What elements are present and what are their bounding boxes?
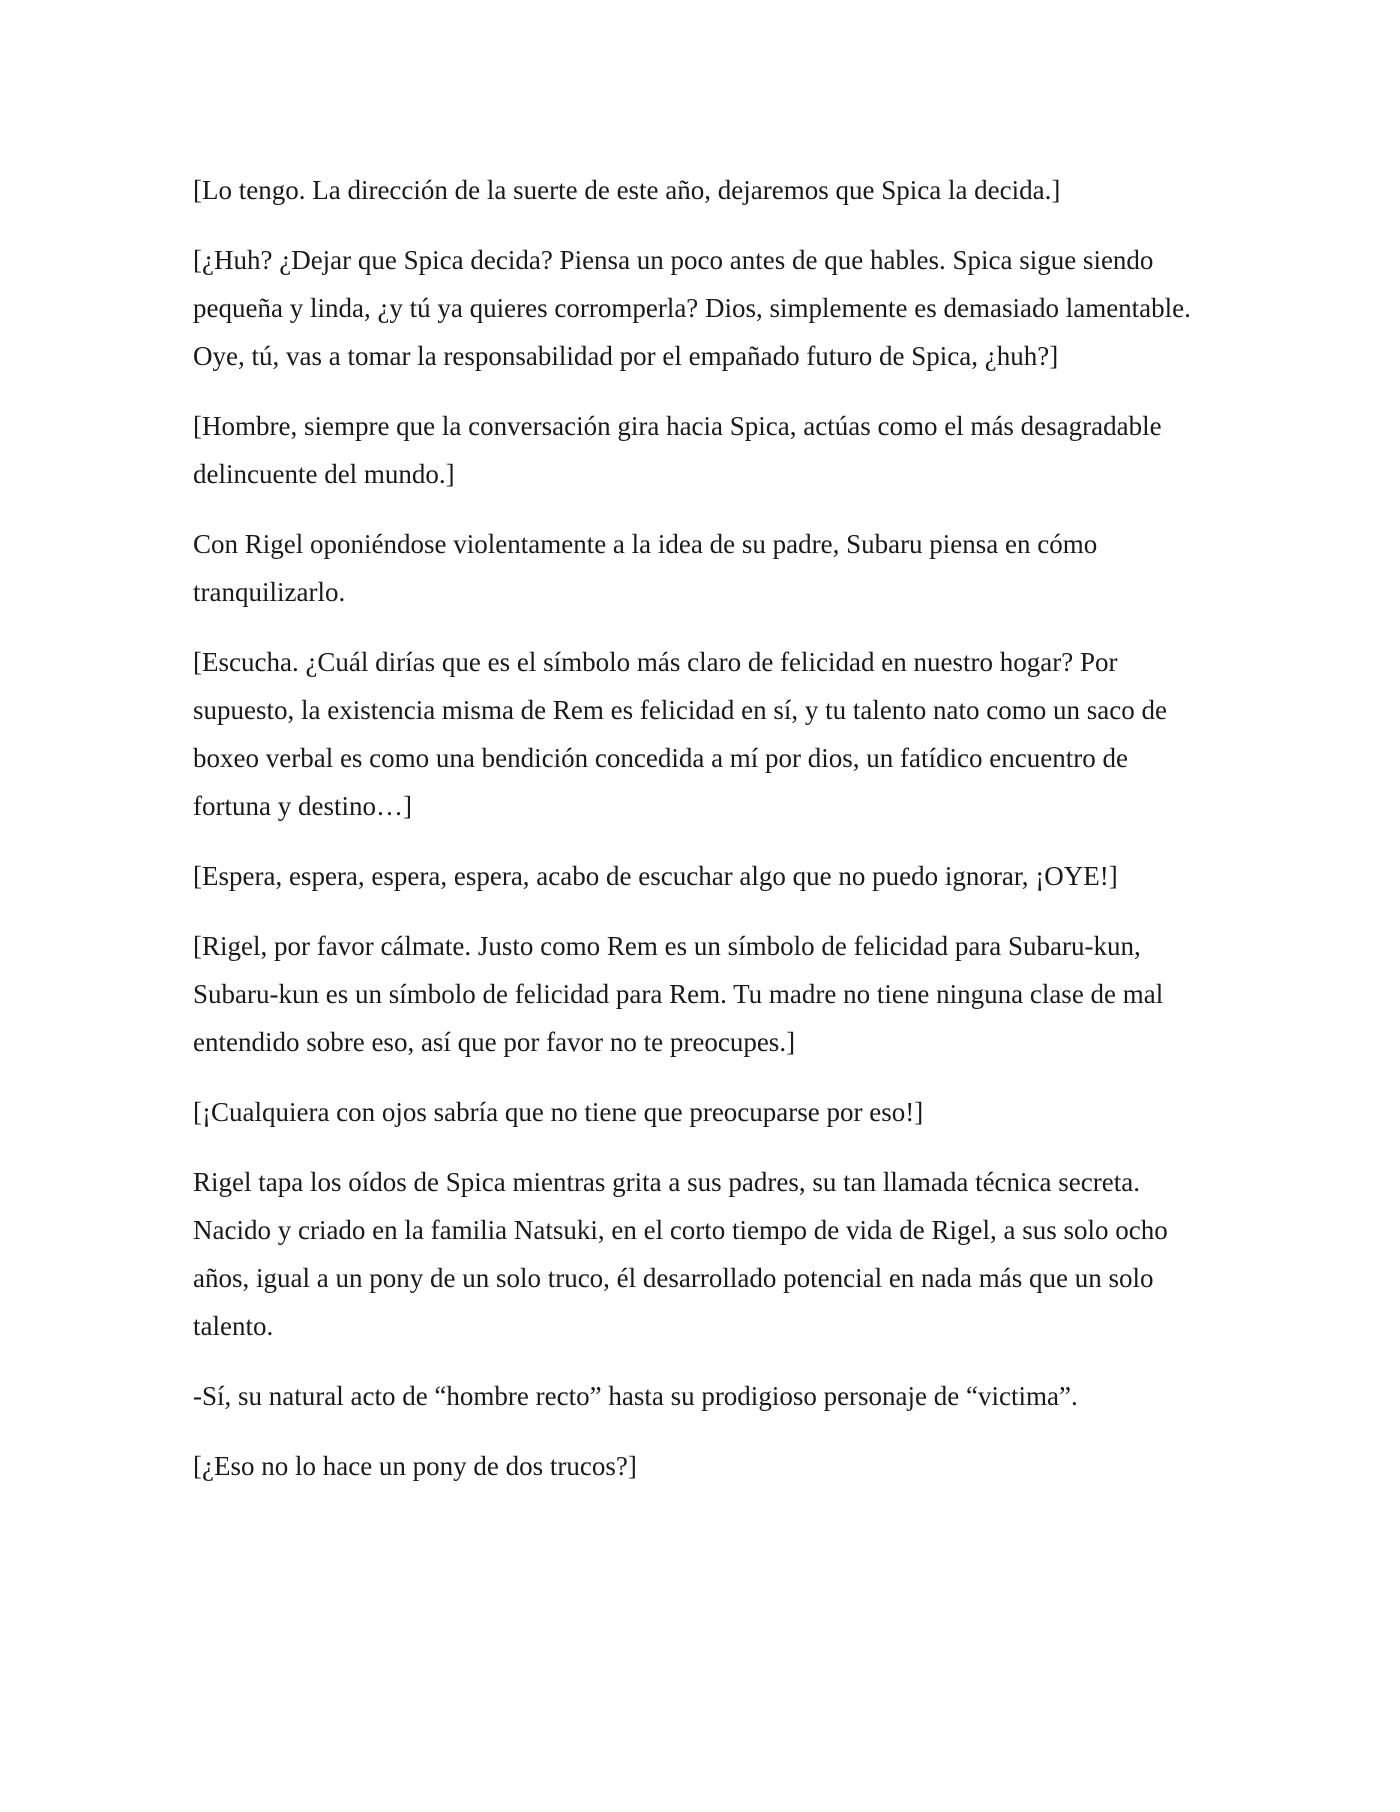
paragraph-7: [Rigel, por favor cálmate. Justo como Rem es un símbolo de felicidad para Subaru-kun, Subaru-kun es un símbolo de felicidad para Rem. Tu madre no tiene ninguna clase de mal entendido sobre eso, así que por favor no te preocupes.] (193, 931, 1164, 1057)
paragraph-1: [Lo tengo. La dirección de la suerte de este año, dejaremos que Spica la decida.] (193, 175, 1061, 205)
paragraph-8: [¡Cualquiera con ojos sabría que no tiene que preocuparse por eso!] (193, 1097, 924, 1127)
paragraph-4: Con Rigel oponiéndose violentamente a la idea de su padre, Subaru piensa en cómo tranquilizarlo. (193, 529, 1098, 607)
paragraph-10: -Sí, su natural acto de “hombre recto” hasta su prodigioso personaje de “victima”. (193, 1381, 1078, 1411)
paragraph-9: Rigel tapa los oídos de Spica mientras grita a sus padres, su tan llamada técnica secreta. Nacido y criado en la familia Natsuki, en el corto tiempo de vida de Rigel, a sus solo ocho años, igual a un pony de un solo truco, él desarrollado potencial en nada más que un solo talento. (193, 1167, 1168, 1341)
document-body (193, 166, 1203, 1512)
paragraph-5: [Escucha. ¿Cuál dirías que es el símbolo más claro de felicidad en nuestro hogar? Por supuesto, la existencia misma de Rem es felicidad en sí, y tu talento nato como un saco de boxeo verbal es como una bendición concedida a mí por dios, un fatídico encuentro de fortuna y destino…] (193, 647, 1167, 821)
paragraph-6: [Espera, espera, espera, espera, acabo de escuchar algo que no puedo ignorar, ¡OYE!] (193, 861, 1118, 891)
paragraph-3: [Hombre, siempre que la conversación gira hacia Spica, actúas como el más desagradable delincuente del mundo.] (193, 411, 1162, 489)
paragraph-11: [¿Eso no lo hace un pony de dos trucos?] (193, 1451, 637, 1481)
paragraph-2: [¿Huh? ¿Dejar que Spica decida? Piensa un poco antes de que hables. Spica sigue siendo pequeña y linda, ¿y tú ya quieres corromperla? Dios, simplemente es demasiado lamentable. Oye, tú, vas a tomar la responsabilidad por el empañado futuro de Spica, ¿huh?] (193, 245, 1191, 371)
